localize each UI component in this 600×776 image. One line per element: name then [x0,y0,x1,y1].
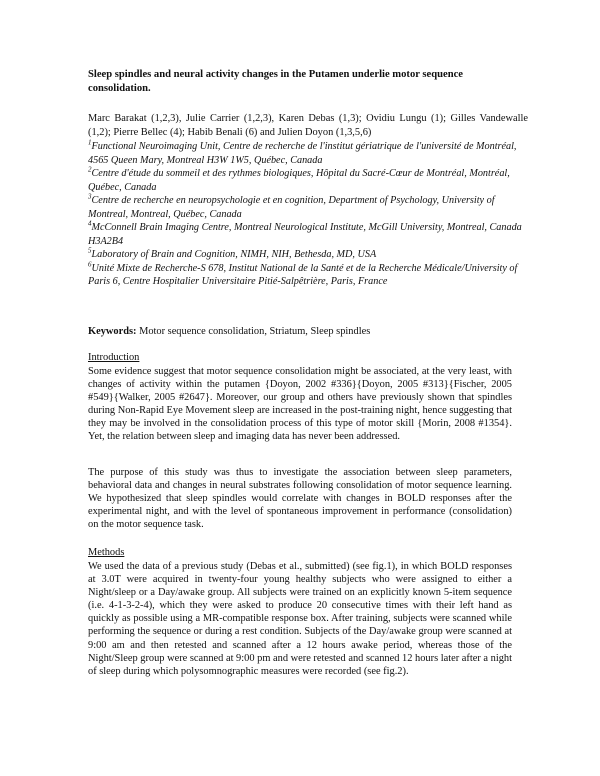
affiliation-item [88,248,528,262]
methods-paragraph-1: We used the data of a previous study (Debas et al., submitted) (see fig.1), in which BOLD responses at 3.0T were acquired in twenty-four young healthy subjects who were assigned to either a Night/sleep or a Day/awake group. All subjects were trained on an explicitly known 5-item sequence (i.e. 4-1-3-2-4), which they were asked to produce 20 consecutive times with their left hand as quickly as possible using a MR-compatible response box. After training, subjects were scanned while performing the sequence or during a rest condition. Subjects of the Day/awake group were scanned at 9:00 am and then retested and scanned after a 12 hours awake period, whereas those of the Night/Sleep group were scanned at 9:00 pm and were retested and scanned 12 hours later after a night of sleep during which polysomnographic measures were recorded (see fig.2). [88,561,512,677]
affiliation-text: Centre de recherche en neuropsychologie et en cognition, Department of Psychology, University of Montreal, Montreal, Québec, Canada [88,195,495,220]
affiliation-item [88,167,528,194]
keywords-text: Motor sequence consolidation, Striatum, Sleep spindles [136,326,371,337]
affiliation-number: 6 [88,260,92,269]
paper-title: Sleep spindles and neural activity changes in the Putamen underlie motor sequence consolidation. [88,69,464,94]
affiliation-item [88,194,528,221]
affiliation-item [88,140,528,167]
introduction-heading: Introduction [88,352,140,363]
affiliation-list [88,140,528,289]
introduction-paragraph-2: The purpose of this study was thus to investigate the association between sleep parameters, behavioral data and changes in neural substrates following consolidation of motor sequence learning. We hypothesized that sleep spindles would correlate with changes in BOLD responses after the experimental night, and with the level of spontaneous improvement in performance (consolidation) on the motor sequence task. [88,467,512,531]
affiliation-item [88,262,528,289]
affiliation-number: 1 [88,138,92,147]
affiliation-item [88,221,528,248]
author-list: Marc Barakat (1,2,3), Julie Carrier (1,2,3), Karen Debas (1,3); Ovidiu Lungu (1); Gilles Vandewalle (1,2); Pierre Bellec (4); Habib Benali (6) and Julien Doyon (1,3,5,6) [88,113,528,138]
affiliation-number: 4 [88,219,92,228]
affiliation-text: Functional Neuroimaging Unit, Centre de recherche de l'institut gériatrique de l'université de Montréal, 4565 Queen Mary, Montreal H3W 1W5, Québec, Canada [88,141,517,166]
affiliation-number: 5 [88,246,92,255]
methods-heading: Methods [88,547,125,558]
keywords-label: Keywords: [88,326,137,337]
introduction-paragraph-1: Some evidence suggest that motor sequence consolidation might be associated, at the very least, with changes of activity within the putamen {Doyon, 2002 #336}{Doyon, 2005 #313}{Fischer, 2005 #549}{Walker, 2005 #2647}. Moreover, our group and others have previously shown that spindles during Non-Rapid Eye Movement sleep are increased in the post-training night, hence suggesting that they may be involved in the consolidation process of this type of motor skill {Morin, 2008 #1354}. Yet, the relation between sleep and imaging data has never been addressed. [88,366,512,443]
affiliation-text: Unité Mixte de Recherche-S 678, Institut National de la Santé et de la Recherche Médicale/University of Paris 6, Centre Hospitalier Universitaire Pitié-Salpêtrière, Paris, France [88,262,518,287]
affiliation-text: Laboratory of Brain and Cognition, NIMH, NIH, Bethesda, MD, USA [91,249,377,260]
affiliation-number: 3 [88,192,92,201]
affiliation-number: 2 [88,165,92,174]
keywords-line [88,325,528,339]
affiliation-text: Centre d'étude du sommeil et des rythmes biologiques, Hôpital du Sacré-Cœur de Montréal, Montréal, Québec, Canada [88,168,510,193]
affiliation-text: McConnell Brain Imaging Centre, Montreal Neurological Institute, McGill University, Montreal, Canada H3A2B4 [88,222,522,247]
